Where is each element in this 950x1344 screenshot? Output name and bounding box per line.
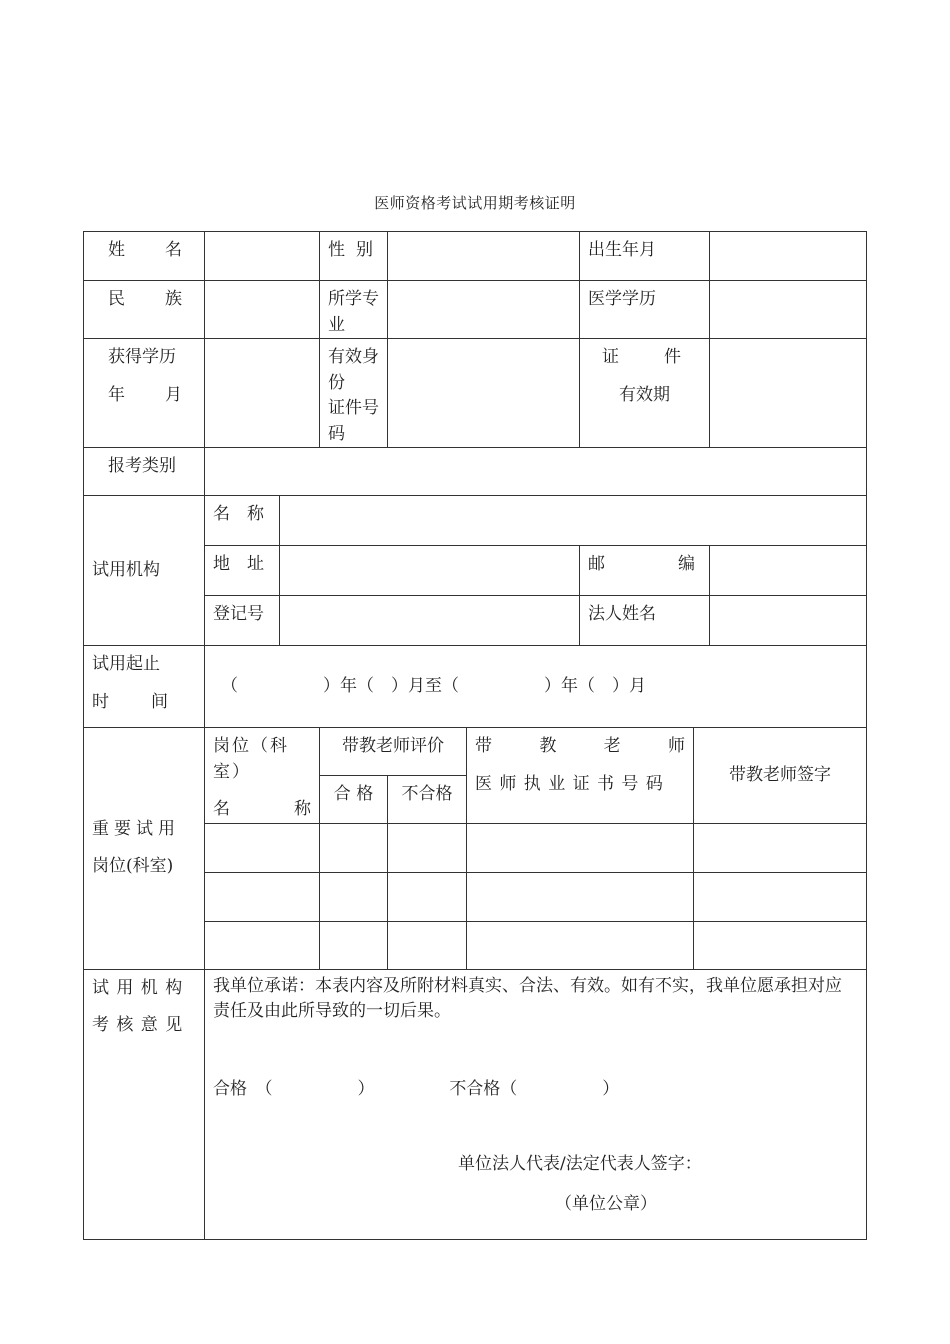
sign-header: 带教老师签字 [694, 728, 867, 824]
reg-label: 登记号 [205, 596, 280, 646]
exam-type-label: 报考类别 [84, 448, 205, 496]
row-posts-header-1 [84, 728, 867, 776]
fail-option[interactable]: 不合格（ ） [449, 1078, 620, 1099]
reg-field[interactable] [280, 596, 580, 646]
exam-type-field[interactable] [205, 448, 867, 496]
row-basic-1 [84, 232, 867, 281]
cert-number-cell[interactable] [467, 872, 694, 921]
row-inst-name [84, 496, 867, 546]
pass-cell[interactable] [320, 823, 388, 872]
cert-number-cell[interactable] [467, 823, 694, 872]
edu-label: 医学学历 [580, 281, 710, 339]
commitment-text: 我单位承诺：本表内容及所附材料真实、合法、有效。如有不实，我单位愿承担对应责任及由此所导致的一切后果。 [213, 975, 842, 1021]
posts-label: 重要试用 岗位(科室) [84, 728, 205, 970]
period-field[interactable]: （ ）年（ ）月至（ ）年（ ）月 [205, 646, 867, 728]
post-name-cell[interactable] [205, 823, 320, 872]
cert-validity-label: 证 件 有效期 [580, 339, 710, 448]
gender-label: 性 别 [320, 232, 388, 281]
edu-field[interactable] [710, 281, 867, 339]
name-label: 姓 名 [84, 232, 205, 281]
post-name-cell[interactable] [205, 921, 320, 969]
unit-stamp: （单位公章） [555, 1193, 657, 1214]
page-title: 医师资格考试试用期考核证明 [374, 194, 576, 212]
sign-cell[interactable] [694, 872, 867, 921]
sign-cell[interactable] [694, 823, 867, 872]
opinion-label: 试 用 机 构 考 核 意 见 [84, 969, 205, 1239]
eval-header: 带教老师评价 [320, 728, 467, 776]
inst-address-label: 地 址 [205, 546, 280, 596]
ethnic-label: 民 族 [84, 281, 205, 339]
zip-field[interactable] [710, 546, 867, 596]
row-exam-type [84, 448, 867, 496]
ethnic-field[interactable] [205, 281, 320, 339]
cert-number-cell[interactable] [467, 921, 694, 969]
result-options [213, 1077, 858, 1103]
opinion-content [205, 969, 867, 1239]
major-field[interactable] [388, 281, 580, 339]
edu-year-label: 获得学历 年 月 [84, 339, 205, 448]
cert-validity-field[interactable] [710, 339, 867, 448]
cert-number-header: 带 教 老 师 医 师 执 业 证 书 号 码 [467, 728, 694, 824]
pass-cell[interactable] [320, 872, 388, 921]
major-label: 所学专业 [320, 281, 388, 339]
name-field[interactable] [205, 232, 320, 281]
assessment-form-table [83, 231, 867, 1240]
inst-name-label: 名 称 [205, 496, 280, 546]
birth-field[interactable] [710, 232, 867, 281]
inst-address-field[interactable] [280, 546, 580, 596]
sign-cell[interactable] [694, 921, 867, 969]
post-name-cell[interactable] [205, 872, 320, 921]
post-name-header: 岗位（科室） 名 称 [205, 728, 320, 824]
legal-name-label: 法人姓名 [580, 596, 710, 646]
institution-label: 试用机构 [84, 496, 205, 646]
fail-cell[interactable] [388, 872, 467, 921]
signature-line[interactable]: 单位法人代表/法定代表人签字： [458, 1154, 702, 1174]
pass-cell[interactable] [320, 921, 388, 969]
row-basic-3 [84, 339, 867, 448]
row-basic-2 [84, 281, 867, 339]
birth-label: 出生年月 [580, 232, 710, 281]
period-label: 试用起止 时 间 [84, 646, 205, 728]
edu-year-field[interactable] [205, 339, 320, 448]
legal-name-field[interactable] [710, 596, 867, 646]
row-period [84, 646, 867, 728]
inst-name-field[interactable] [280, 496, 867, 546]
row-opinion [84, 969, 867, 1239]
id-label: 有效身份 证件号码 [320, 339, 388, 448]
pass-option[interactable]: 合格 （ ） [213, 1078, 375, 1099]
fail-cell[interactable] [388, 823, 467, 872]
fail-header: 不合格 [388, 775, 467, 823]
id-field[interactable] [388, 339, 580, 448]
pass-header: 合 格 [320, 775, 388, 823]
fail-cell[interactable] [388, 921, 467, 969]
gender-field[interactable] [388, 232, 580, 281]
zip-label: 邮 编 [580, 546, 710, 596]
